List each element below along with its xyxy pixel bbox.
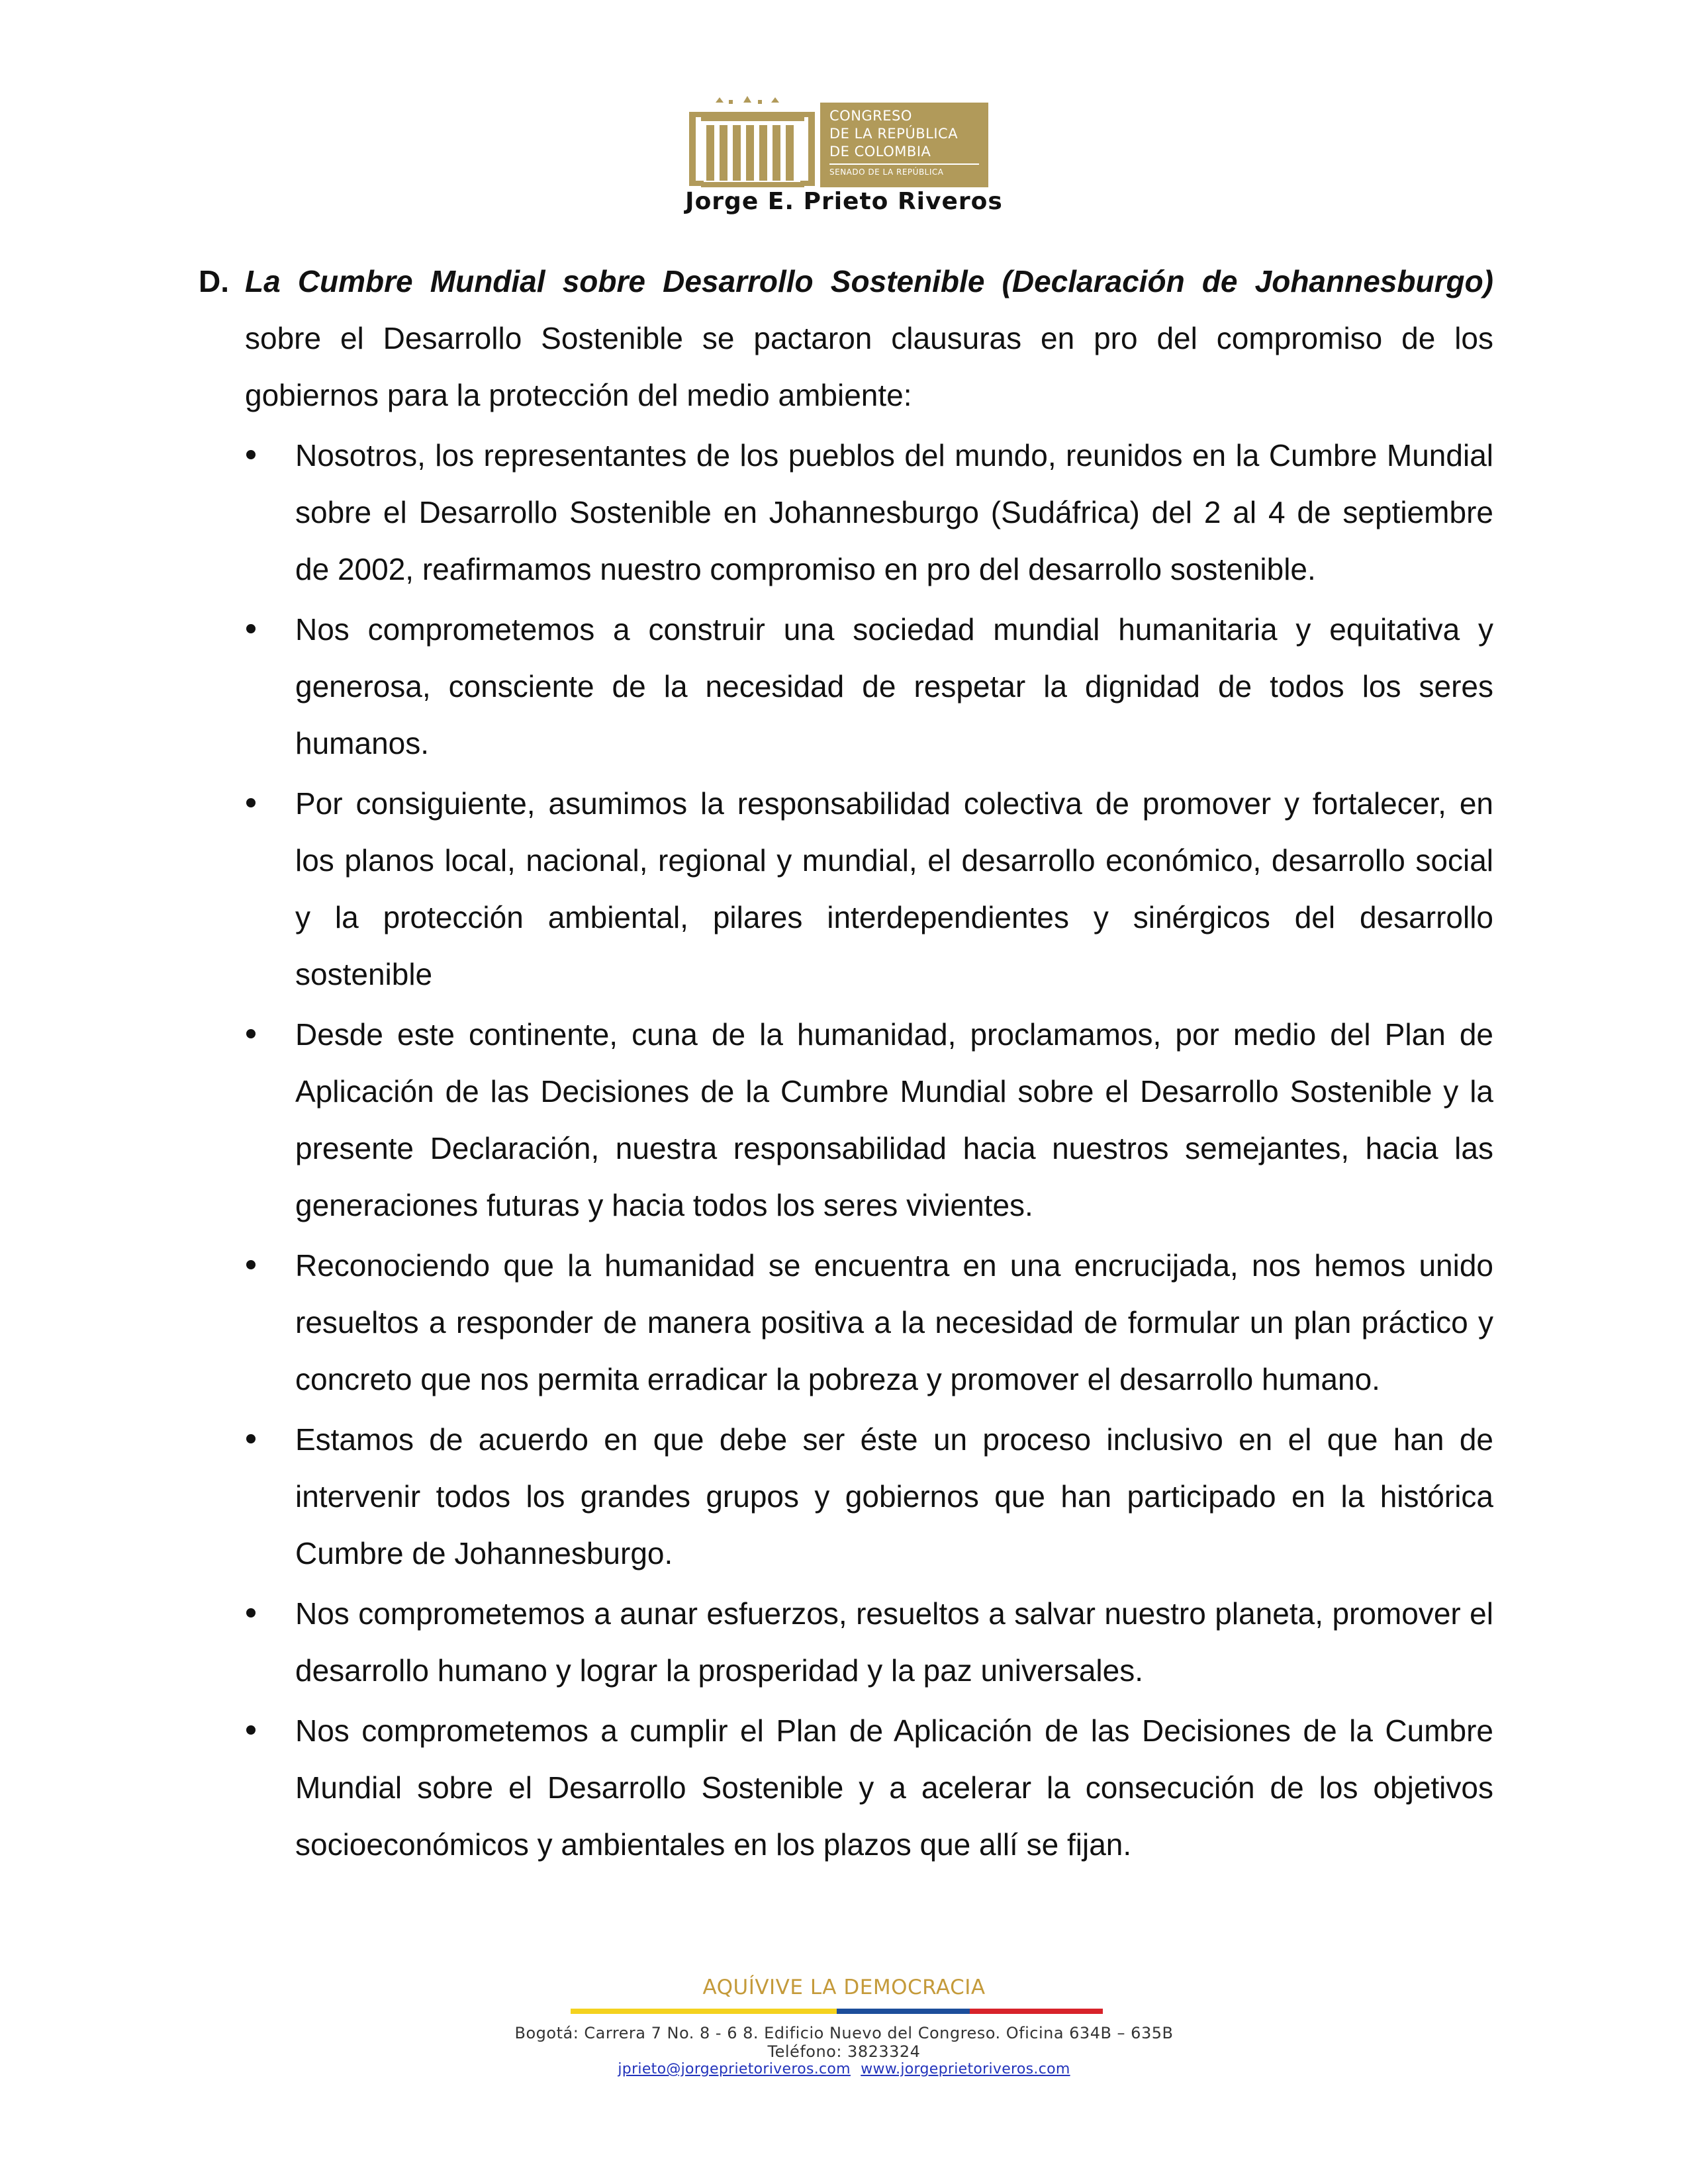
bullet-icon xyxy=(246,1029,256,1038)
bullet-icon xyxy=(246,450,256,459)
list-item xyxy=(199,427,1493,598)
list-item xyxy=(199,1411,1493,1582)
bullet-icon xyxy=(246,1260,256,1269)
logo-line-4: SENADO DE LA REPÚBLICA xyxy=(829,167,944,177)
section-intro xyxy=(245,253,1493,424)
colombia-flag-stripe xyxy=(571,2009,1103,2014)
website-link[interactable]: www.jorgeprietoriveros.com xyxy=(861,2061,1070,2077)
list-item xyxy=(199,1585,1493,1699)
logo-line-1: CONGRESO xyxy=(829,108,912,124)
section-title: La Cumbre Mundial sobre Desarrollo Sostenible (Declaración de Johannesburgo) xyxy=(245,264,1493,298)
list-item xyxy=(199,601,1493,772)
bullet-icon xyxy=(246,1725,256,1735)
logo-line-3: DE COLOMBIA xyxy=(829,144,931,159)
list-item xyxy=(199,1237,1493,1408)
list-item xyxy=(199,775,1493,1003)
list-item-text: Por consiguiente, asumimos la responsabilidad colectiva de promover y fortalecer, en los planos local, nacional, regional y mundial, el desarrollo económico, desarrollo social y la protección ambiental, pilares interdependientes y sinérgicos del desarrollo sostenible xyxy=(295,786,1493,991)
flag-red-stripe xyxy=(970,2009,1103,2014)
list-item-text: Estamos de acuerdo en que debe ser éste un proceso inclusivo en el que han de intervenir todos los grandes grupos y gobiernos que han participado en la histórica Cumbre de Johannesburgo. xyxy=(295,1422,1493,1570)
list-item-text: Nos comprometemos a aunar esfuerzos, resueltos a salvar nuestro planeta, promover el desarrollo humano y lograr la prosperidad y la paz universales. xyxy=(295,1596,1493,1688)
declaration-list xyxy=(199,427,1493,1876)
congreso-logo xyxy=(689,96,988,189)
email-link[interactable]: jprieto@jorgeprietoriveros.com xyxy=(618,2061,851,2077)
list-item-text: Nos comprometemos a cumplir el Plan de Aplicación de las Decisiones de la Cumbre Mundial sobre el Desarrollo Sostenible y a acelerar la consecución de los objetivos socioeconómicos y ambientales en los plazos que allí se fijan. xyxy=(295,1713,1493,1862)
footer-phone: Teléfono: 3823324 xyxy=(767,2042,921,2061)
logo-line-2: DE LA REPÚBLICA xyxy=(829,126,959,142)
flag-yellow-stripe xyxy=(571,2009,837,2014)
list-item xyxy=(199,1702,1493,1873)
logo-divider xyxy=(829,163,979,165)
footer-slogan: AQUÍVIVE LA DEMOCRACIA xyxy=(702,1976,986,1999)
logo-text-box xyxy=(820,103,988,187)
flag-blue-stripe xyxy=(837,2009,970,2014)
footer-address: Bogotá: Carrera 7 No. 8 - 6 8. Edificio Nuevo del Congreso. Oficina 634B – 635B xyxy=(514,2024,1174,2042)
author-name: Jorge E. Prieto Riveros xyxy=(685,188,1003,215)
section-letter: D. xyxy=(199,264,229,298)
section-heading xyxy=(199,253,1493,424)
list-item xyxy=(199,1006,1493,1234)
list-item-text: Nos comprometemos a construir una sociedad mundial humanitaria y equitativa y generosa, consciente de la necesidad de respetar la dignidad de todos los seres humanos. xyxy=(295,612,1493,760)
capitol-building-icon xyxy=(689,96,815,189)
section-intro-text: sobre el Desarrollo Sostenible se pactaron clausuras en pro del compromiso de los gobiernos para la protección del medio ambiente: xyxy=(245,321,1493,412)
list-item-text: Nosotros, los representantes de los pueblos del mundo, reunidos en la Cumbre Mundial sobre el Desarrollo Sostenible en Johannesburgo (Sudáfrica) del 2 al 4 de septiembre de 2002, reafirmamos nuestro compromiso en pro del desarrollo sostenible. xyxy=(295,438,1493,586)
bullet-icon xyxy=(246,624,256,633)
bullet-icon xyxy=(246,798,256,807)
list-item-text: Desde este continente, cuna de la humanidad, proclamamos, por medio del Plan de Aplicación de las Decisiones de la Cumbre Mundial sobre el Desarrollo Sostenible y la presente Declaración, nuestra responsabilidad hacia nuestros semejantes, hacia las generaciones futuras y hacia todos los seres vivientes. xyxy=(295,1017,1493,1222)
bullet-icon xyxy=(246,1434,256,1443)
footer-links xyxy=(0,2061,1688,2077)
bullet-icon xyxy=(246,1608,256,1617)
list-item-text: Reconociendo que la humanidad se encuentra en una encrucijada, nos hemos unido resueltos a responder de manera positiva a la necesidad de formular un plan práctico y concreto que nos permita erradicar la pobreza y promover el desarrollo humano. xyxy=(295,1248,1493,1396)
